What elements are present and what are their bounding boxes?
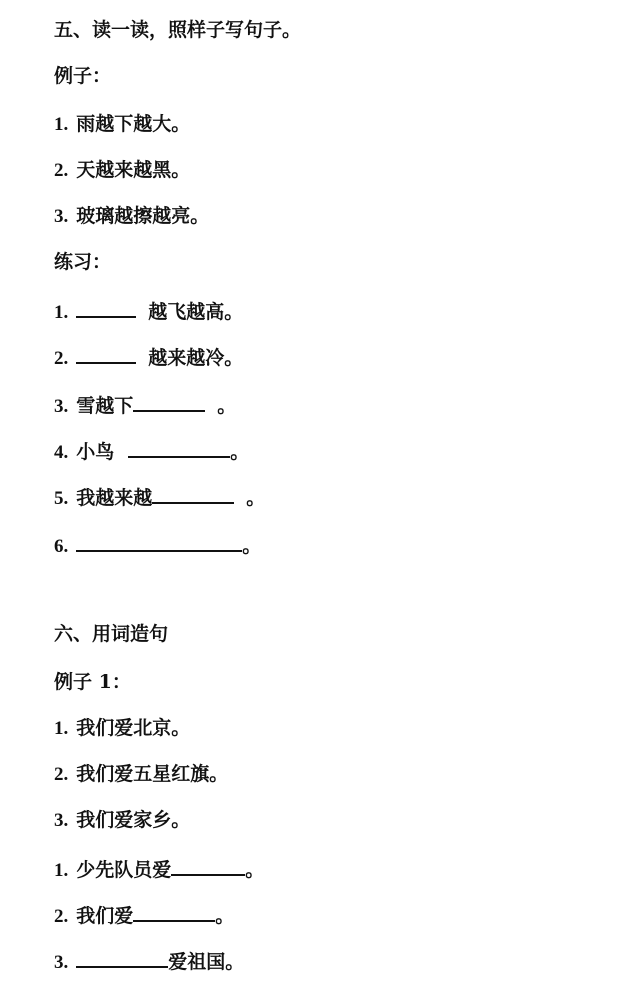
practice-item bbox=[54, 344, 243, 371]
practice-text-after: 。 bbox=[215, 905, 235, 927]
answer-blank[interactable] bbox=[76, 948, 168, 968]
item-number: 2. bbox=[54, 348, 69, 369]
practice-text-after: 。 bbox=[242, 535, 262, 557]
practice-item bbox=[54, 948, 244, 975]
example-item bbox=[54, 808, 190, 833]
example-item bbox=[54, 716, 190, 741]
practice-text-before: 小鸟 bbox=[76, 441, 115, 463]
answer-blank[interactable] bbox=[76, 344, 136, 364]
answer-blank[interactable] bbox=[171, 856, 245, 876]
practice-item bbox=[54, 438, 249, 465]
answer-blank[interactable] bbox=[76, 532, 242, 552]
practice-text-after: 。 bbox=[230, 441, 250, 463]
practice-item bbox=[54, 392, 236, 419]
section5-practice-label: 练习： bbox=[54, 251, 112, 273]
practice-text-after: 。 bbox=[246, 487, 266, 509]
item-number: 1. bbox=[54, 114, 69, 135]
practice-item bbox=[54, 902, 234, 929]
example-item bbox=[54, 204, 209, 229]
practice-text-after: 。 bbox=[217, 395, 237, 417]
answer-blank[interactable] bbox=[76, 298, 136, 318]
section5-example-label: 例子： bbox=[54, 65, 112, 87]
item-number: 3. bbox=[54, 396, 69, 417]
answer-blank[interactable] bbox=[133, 392, 205, 412]
practice-text-before: 我们爱 bbox=[76, 905, 134, 927]
item-number: 3. bbox=[54, 206, 69, 227]
practice-text-after: 爱祖国。 bbox=[168, 951, 245, 973]
practice-item bbox=[54, 532, 261, 559]
example-item bbox=[54, 158, 190, 183]
example-item bbox=[54, 112, 190, 137]
practice-text-after: 越来越冷。 bbox=[148, 347, 244, 369]
example-text: 我们爱家乡。 bbox=[76, 809, 191, 831]
practice-text-before: 少先队员爱 bbox=[76, 859, 172, 881]
item-number: 5. bbox=[54, 488, 69, 509]
answer-blank[interactable] bbox=[133, 902, 215, 922]
example-text: 天越来越黑。 bbox=[76, 159, 191, 181]
item-number: 3. bbox=[54, 952, 69, 973]
answer-blank[interactable] bbox=[152, 484, 234, 504]
practice-item bbox=[54, 298, 243, 325]
practice-item bbox=[54, 856, 264, 883]
item-number: 2. bbox=[54, 906, 69, 927]
practice-text-after: 。 bbox=[245, 859, 265, 881]
section5-title: 五、读一读，照样子写句子。 bbox=[54, 19, 302, 41]
example-text: 玻璃越擦越亮。 bbox=[76, 205, 210, 227]
answer-blank[interactable] bbox=[128, 438, 230, 458]
item-number: 1. bbox=[54, 860, 69, 881]
example-text: 我们爱北京。 bbox=[76, 717, 191, 739]
item-number: 1. bbox=[54, 302, 69, 323]
item-number: 2. bbox=[54, 764, 69, 785]
section6-example-label: 例子 1： bbox=[54, 671, 131, 693]
item-number: 3. bbox=[54, 810, 69, 831]
item-number: 6. bbox=[54, 536, 69, 557]
example-item bbox=[54, 762, 228, 787]
practice-text-before: 我越来越 bbox=[76, 487, 153, 509]
example-text: 我们爱五星红旗。 bbox=[76, 763, 229, 785]
item-number: 4. bbox=[54, 442, 69, 463]
practice-text-after: 越飞越高。 bbox=[148, 301, 244, 323]
section6-title: 六、用词造句 bbox=[54, 623, 169, 645]
example-text: 雨越下越大。 bbox=[76, 113, 191, 135]
item-number: 1. bbox=[54, 718, 69, 739]
item-number: 2. bbox=[54, 160, 69, 181]
practice-item bbox=[54, 484, 265, 511]
practice-text-before: 雪越下 bbox=[76, 395, 134, 417]
